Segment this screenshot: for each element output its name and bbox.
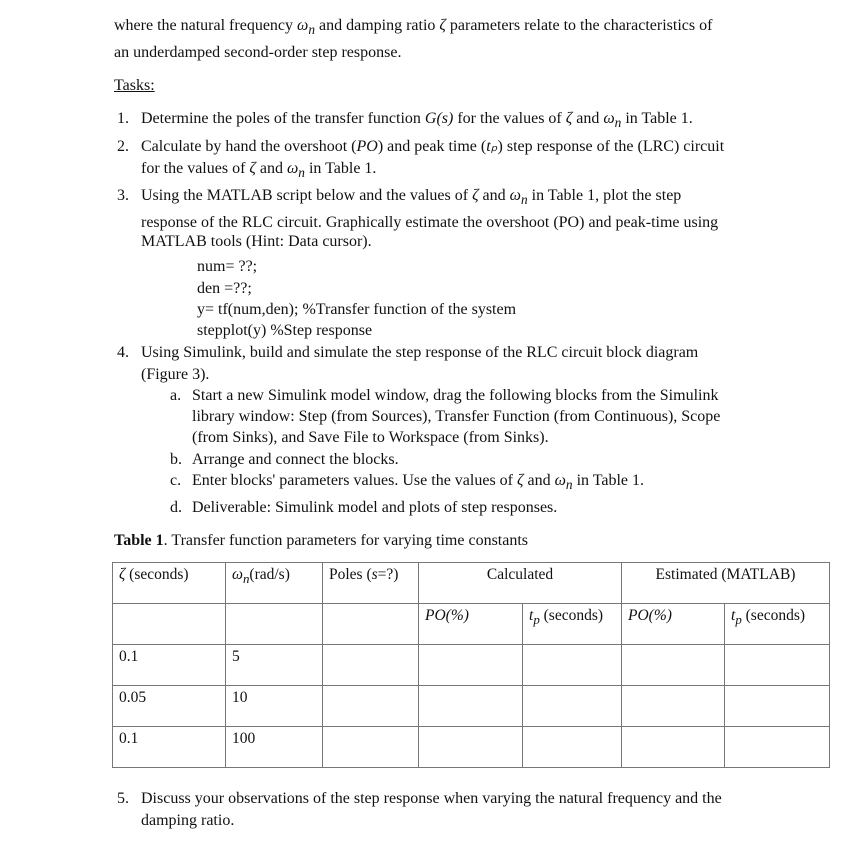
subheader-est-tp: $t_p$ (seconds) [725,604,830,645]
task-4c-text: Enter blocks' parameters values. Use the values of ζ and $\omega_n$ in Table 1. [192,472,645,493]
table-row [113,686,830,727]
task-4a-text: Start a new Simulink model window, drag the following blocks from the Simulink [192,387,719,404]
task-3-text: Using the MATLAB script below and the values of ζ and $\omega_n$ in Table 1, plot the step [141,187,682,208]
task-2-text: Calculate by hand the overshoot (PO) and peak time (tₚ) step response of the (LRC) circuit [141,138,725,155]
task-4a-text-2: library window: Step (from Sources), Transfer Function (from Continuous), Scope [192,408,721,425]
header-zeta: ζ (seconds) [113,563,226,604]
task-4-number: 4. [117,344,129,361]
task-4b-text: Arrange and connect the blocks. [192,451,399,468]
task-5-text-2: damping ratio. [141,812,235,829]
task-2-text-2: for the values of ζ and $\omega_n$ in Table 1. [141,160,377,181]
intro-line-1: where the natural frequency $\omega_n$ and damping ratio ζ parameters relate to the characteristics of [114,17,713,38]
tasks-heading: Tasks: [114,77,155,94]
cell-omega: 100 [226,727,323,768]
task-4d-text: Deliverable: Simulink model and plots of step responses. [192,499,558,516]
intro-line-2: an underdamped second-order step response. [114,44,402,61]
task-1-text: Determine the poles of the transfer function G(s) for the values of ζ and $\omega_n$ in Table 1. [141,110,693,131]
parameters-table [112,562,830,768]
task-4a-number: a. [170,387,182,404]
task-4c-number: c. [170,472,182,489]
task-4a-text-3: (from Sinks), and Save File to Workspace (from Sinks). [192,429,549,446]
header-calculated: Calculated [419,563,622,604]
code-line: num= ??; [197,258,258,275]
cell-zeta: 0.05 [113,686,226,727]
task-4b-number: b. [170,451,182,468]
table-header-row [113,563,830,604]
cell-zeta: 0.1 [113,645,226,686]
task-2-number: 2. [117,138,129,155]
task-5-number: 5. [117,790,129,807]
code-line: stepplot(y) %Step response [197,322,373,339]
task-4d-number: d. [170,499,182,516]
table-row [113,645,830,686]
task-1-number: 1. [117,110,129,127]
subheader-calc-tp: $t_p$ (seconds) [523,604,622,645]
subheader-calc-po: PO(%) [419,604,523,645]
task-3-number: 3. [117,187,129,204]
cell-omega: 10 [226,686,323,727]
header-poles: Poles (s=?) [323,563,419,604]
header-omega: $\omega_n(rad/s)$ [226,563,323,604]
table-caption: Table 1. Transfer function parameters for varying time constants [114,532,529,549]
subheader-est-po: PO(%) [622,604,725,645]
table-subheader-row [113,604,830,645]
task-3-text-3: MATLAB tools (Hint: Data cursor). [141,233,372,250]
task-3-text-2: response of the RLC circuit. Graphically estimate the overshoot (PO) and peak-time using [141,214,719,231]
cell-zeta: 0.1 [113,727,226,768]
cell-omega: 5 [226,645,323,686]
code-line: den =??; [197,280,252,297]
task-4-text: Using Simulink, build and simulate the step response of the RLC circuit block diagram [141,344,699,361]
header-estimated: Estimated (MATLAB) [622,563,830,604]
table-row [113,727,830,768]
task-4-text-2: (Figure 3). [141,366,210,383]
code-line: y= tf(num,den); %Transfer function of the system [197,301,517,318]
task-5-text: Discuss your observations of the step response when varying the natural frequency and the [141,790,722,807]
